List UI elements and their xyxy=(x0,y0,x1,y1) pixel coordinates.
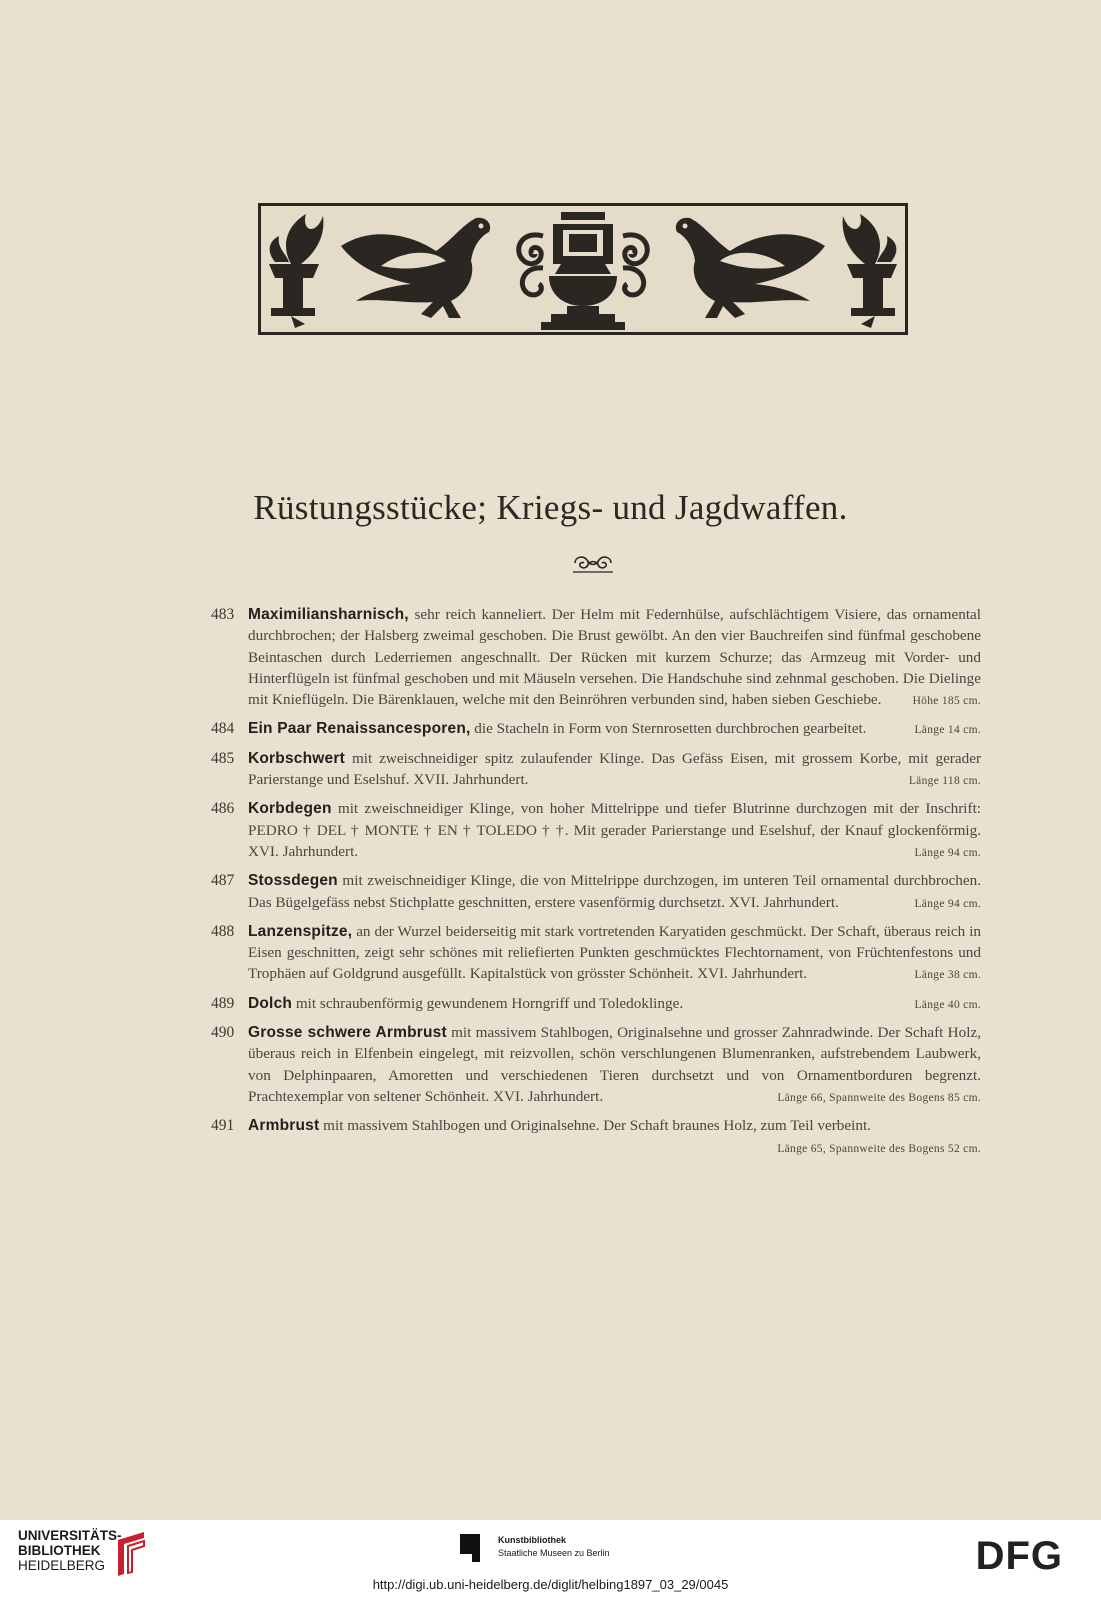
catalog-entry xyxy=(211,1115,981,1155)
entry-description: die Stacheln in Form von Sternrosetten durchbrochen gearbeitet. xyxy=(474,720,867,738)
kb-line-2: Staatliche Museen zu Berlin xyxy=(498,1548,610,1558)
permalink-url[interactable]: http://digi.ub.uni-heidelberg.de/diglit/helbing1897_03_29/0045 xyxy=(372,1577,729,1592)
ub-line-1: UNIVERSITÄTS- xyxy=(18,1528,122,1543)
catalog-entry xyxy=(211,748,981,791)
entry-number: 484 xyxy=(211,720,235,738)
catalog-entry xyxy=(211,1022,981,1107)
catalog-entry xyxy=(211,870,981,913)
entry-measure: Länge 38 cm. xyxy=(914,969,981,982)
entry-description: an der Wurzel beiderseitig mit stark vortretenden Karyatiden geschmückt. Der Schaft, überaus reich in Eisen geschnitten, zeigt sehr schönes mit reliefierten Punkten geschmücktes Flechtornament, von Früchtenfestons und Trophäen auf Goldgrund ausgefüllt. Kapitalstück von grösster Schönheit. XVI. Jahrhundert. xyxy=(248,922,982,983)
entry-measure: Länge 65, Spannweite des Bogens 52 cm. xyxy=(777,1142,981,1155)
entry-number: 485 xyxy=(211,749,235,767)
catalog-entry xyxy=(211,718,981,739)
entry-number: 491 xyxy=(211,1117,235,1135)
eagle-vase-banner-icon xyxy=(258,203,908,335)
entry-number: 490 xyxy=(211,1024,235,1042)
entry-number: 488 xyxy=(211,922,235,940)
entry-number: 483 xyxy=(211,606,235,623)
ub-line-3: HEIDELBERG xyxy=(18,1558,106,1573)
entry-measure: Länge 66, Spannweite des Bogens 85 cm. xyxy=(777,1091,981,1104)
entry-heading: Ein Paar Renaissancesporen, xyxy=(248,720,471,738)
entry-number: 487 xyxy=(211,872,235,890)
ub-logo-text xyxy=(18,1528,122,1573)
entry-measure: Länge 94 cm. xyxy=(914,846,981,859)
kb-line-1: Kunstbibliothek xyxy=(498,1535,566,1545)
dfg-logo[interactable]: DFG xyxy=(975,1534,1063,1578)
catalog-entry xyxy=(211,604,981,710)
entry-measure: Höhe 185 cm. xyxy=(912,695,981,708)
entry-number: 489 xyxy=(211,994,235,1012)
entry-heading: Korbschwert xyxy=(248,749,345,767)
entry-heading: Dolch xyxy=(248,994,293,1012)
ub-mark-icon xyxy=(110,1530,150,1578)
scroll-ornament-icon xyxy=(571,552,615,574)
entry-description: mit massivem Stahlbogen, Originalsehne und grosser Zahnradwinde. Der Schaft Holz, überaus reich in Elfenbein eingelegt, mit reizvollen, schön verschlungenen Blumenranken, aufstrebendem Laubwerk, von Delphinpaaren, Amoretten und verschiedenen Tieren durchsetzt und von Ornamentborduren begrenzt. Prachtexemplar von seltener Schönheit. XVI. Jahrhundert. xyxy=(248,1024,981,1105)
entry-description: sehr reich kanneliert. Der Helm mit Federnhülse, aufschlächtigem Visiere, das ornamental durchbrochen; der Halsberg zweimal geschoben. Die Brust gewölbt. An den vier Bauchreifen sind fünfmal geschobene Beintaschen durch Lederriemen angeschnallt. Der Rücken mit kurzem Schurze; das Armzeug mit Vorder- und Hinterflügeln ist fünfmal geschoben und mit Mäuseln versehen. Die Handschuhe sind zehnmal geschoben. Die Dielinge mit Knieflügeln. Die Bärenklauen, welche mit den Beinröhren verbunden sind, haben sieben Geschiebe. xyxy=(248,606,981,709)
entry-measure: Länge 40 cm. xyxy=(914,998,981,1011)
entry-heading: Maximiliansharnisch, xyxy=(248,606,409,623)
catalog-entry xyxy=(211,993,981,1014)
entry-heading: Stossdegen xyxy=(248,872,338,890)
kunstbibliothek-mark-icon xyxy=(460,1534,480,1562)
entry-heading: Armbrust xyxy=(248,1117,320,1135)
entry-heading: Lanzenspitze, xyxy=(248,922,353,940)
entry-number: 486 xyxy=(211,800,235,818)
entry-description: mit zweischneidiger Klinge, von hoher Mittelrippe und tiefer Blutrinne durchzogen mit der Inschrift: PEDRO † DEL † MONTE † EN † TOLEDO † †. Mit gerader Parierstange und Eselshuf, der Knauf glockenförmig. XVI. Jahrhundert. xyxy=(248,800,982,860)
entry-description: mit zweischneidiger spitz zulaufender Klinge. Das Gefäss Eisen, mit grossem Korbe, mit gerader Parierstange und Eselshuf. XVII. Jahrhundert. xyxy=(248,749,981,789)
catalog-entry xyxy=(211,798,981,862)
catalog-entry xyxy=(211,921,981,985)
kunstbibliothek-logo[interactable] xyxy=(460,1530,660,1570)
ub-line-2: BIBLIOTHEK xyxy=(18,1543,101,1558)
kunstbibliothek-text xyxy=(498,1534,610,1560)
entry-heading: Korbdegen xyxy=(248,800,332,818)
entry-description: mit zweischneidiger Klinge, die von Mittelrippe durchzogen, im unteren Teil ornamental durchbrochen. Das Bügelgefäss nebst Stichplatte geschnitten, erstere vasenförmig durchsetzt. XVI. Jahrhundert. xyxy=(248,872,981,911)
entry-description: mit schraubenförmig gewundenem Horngriff und Toledoklinge. xyxy=(295,994,684,1012)
entry-heading: Grosse schwere Armbrust xyxy=(248,1024,447,1042)
page-title: Rüstungsstücke; Kriegs- und Jagdwaffen. xyxy=(253,488,848,527)
entry-measure: Länge 94 cm. xyxy=(914,897,981,910)
entry-measure: Länge 118 cm. xyxy=(908,775,981,788)
entry-description: mit massivem Stahlbogen und Originalsehne. Der Schaft braunes Holz, zum Teil verbeint. xyxy=(323,1117,871,1135)
catalog-entries xyxy=(211,604,981,1160)
entry-measure: Länge 14 cm. xyxy=(914,724,981,737)
